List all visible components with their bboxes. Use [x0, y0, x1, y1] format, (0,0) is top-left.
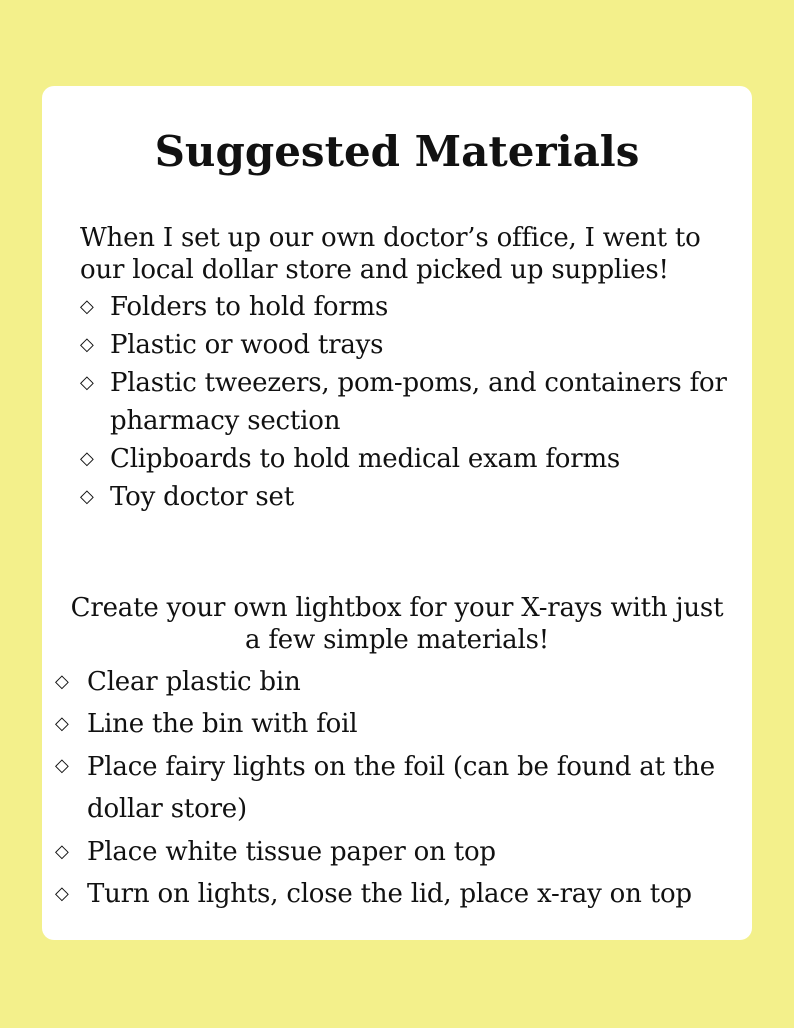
- list-item-label: Plastic tweezers, pom-poms, and containers for pharmacy section: [110, 368, 727, 436]
- diamond-bullet-icon: ◇: [55, 755, 69, 776]
- list-item: [55, 832, 735, 872]
- page-title: Suggested Materials: [154, 127, 640, 176]
- list-item-label: Clipboards to hold medical exam forms: [110, 444, 621, 474]
- diamond-bullet-icon: ◇: [80, 372, 94, 393]
- supplies-list: [80, 288, 740, 516]
- intro-text: When I set up our own doctor’s office, I went to our local dollar store and picked up supplies!: [80, 223, 701, 285]
- diamond-bullet-icon: ◇: [55, 671, 69, 692]
- list-item-label: Toy doctor set: [110, 482, 294, 512]
- list-item-label: Place white tissue paper on top: [87, 837, 496, 867]
- list-item: [80, 364, 740, 440]
- lightbox-intro-text: Create your own lightbox for your X-rays with just a few simple materials!: [70, 593, 724, 655]
- list-item-label: Folders to hold forms: [110, 292, 389, 322]
- list-item: [55, 874, 735, 914]
- list-item-label: Turn on lights, close the lid, place x-ray on top: [87, 879, 692, 909]
- diamond-bullet-icon: ◇: [80, 448, 94, 469]
- list-item: [55, 704, 735, 744]
- list-item: [80, 478, 740, 516]
- list-item: [80, 440, 740, 478]
- list-item: [55, 746, 735, 830]
- list-item-label: Place fairy lights on the foil (can be found at the dollar store): [87, 752, 715, 824]
- list-item-label: Plastic or wood trays: [110, 330, 384, 360]
- list-item: [55, 662, 735, 702]
- diamond-bullet-icon: ◇: [80, 334, 94, 355]
- list-item-label: Clear plastic bin: [87, 667, 301, 697]
- diamond-bullet-icon: ◇: [80, 486, 94, 507]
- diamond-bullet-icon: ◇: [55, 883, 69, 904]
- diamond-bullet-icon: ◇: [80, 296, 94, 317]
- list-item: [80, 288, 740, 326]
- lightbox-steps-list: [55, 662, 735, 916]
- diamond-bullet-icon: ◇: [55, 713, 69, 734]
- list-item-label: Line the bin with foil: [87, 709, 358, 739]
- diamond-bullet-icon: ◇: [55, 841, 69, 862]
- list-item: [80, 326, 740, 364]
